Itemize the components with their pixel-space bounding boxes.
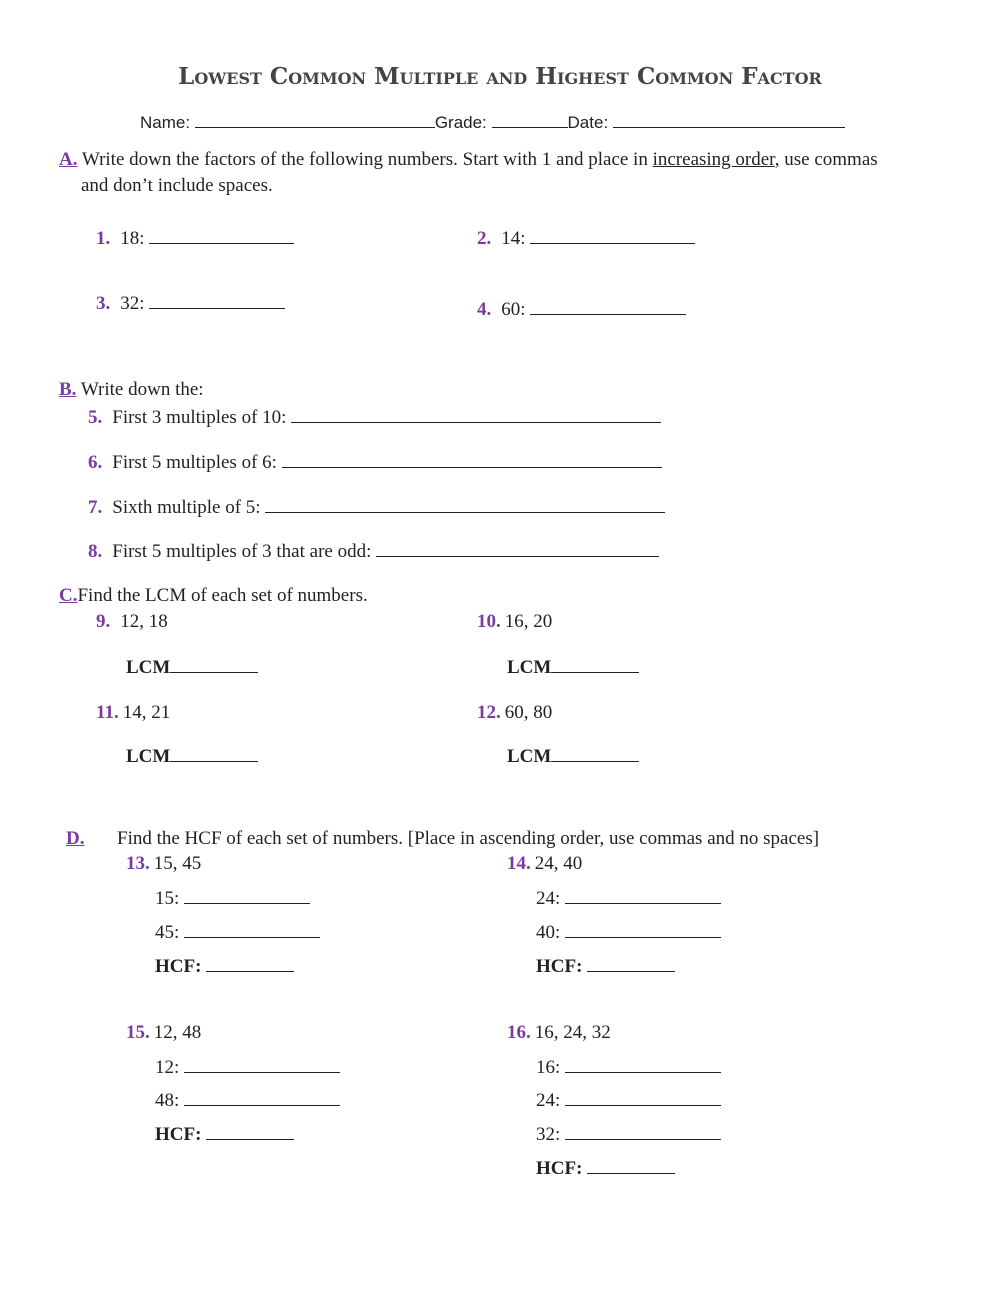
hcf-label: HCF: (155, 956, 202, 977)
grade-label: Grade: (434, 113, 487, 132)
row-label: 24: (536, 1090, 561, 1111)
question-16 (507, 1022, 611, 1044)
section-c-text: Find the LCM of each set of numbers. (77, 585, 368, 606)
hcf-answer-13 (155, 955, 294, 978)
answer-line[interactable] (565, 887, 721, 904)
question-number: 6. (88, 452, 103, 473)
hcf-answer-14 (536, 955, 675, 978)
question-label: First 3 multiples of 10: (112, 407, 287, 428)
row-label: 16: (536, 1057, 561, 1078)
row-label: 45: (155, 922, 180, 943)
lcm-label: LCM (126, 746, 171, 767)
question-3 (96, 292, 285, 315)
question-number: 12. (477, 702, 501, 723)
question-number: 16. (507, 1022, 531, 1043)
answer-line[interactable] (184, 921, 320, 938)
answer-line[interactable] (565, 1089, 721, 1106)
question-number: 13. (126, 853, 150, 874)
question-1 (96, 227, 294, 250)
question-label: First 5 multiples of 6: (112, 452, 277, 473)
question-number: 3. (96, 293, 111, 314)
answer-line[interactable] (530, 227, 695, 244)
row-label: 12: (155, 1057, 180, 1078)
question-10 (477, 611, 552, 633)
question-5 (88, 406, 661, 429)
question-2 (477, 227, 695, 250)
answer-line[interactable] (587, 955, 675, 972)
date-field[interactable] (613, 111, 845, 128)
row-label: 15: (155, 888, 180, 909)
question-number: 14. (507, 853, 531, 874)
answer-line[interactable] (170, 656, 258, 673)
question-number: 4. (477, 299, 492, 320)
answer-line[interactable] (184, 1056, 340, 1073)
factor-row (536, 1089, 721, 1112)
question-label: 60: (501, 299, 526, 320)
question-number: 8. (88, 541, 103, 562)
page-title: Lowest Common Multiple and Highest Common Factor (178, 63, 822, 90)
factor-row (536, 1056, 721, 1079)
question-label: 18: (120, 228, 145, 249)
question-label: 32: (120, 293, 145, 314)
section-b-instruction (59, 379, 204, 401)
factor-row (536, 921, 721, 944)
question-6 (88, 451, 662, 474)
hcf-answer-15 (155, 1123, 294, 1146)
section-a-instruction (59, 149, 878, 171)
question-number: 7. (88, 497, 103, 518)
question-number: 2. (477, 228, 492, 249)
lcm-answer-9 (126, 656, 258, 679)
section-b-text: Write down the: (80, 379, 204, 400)
lcm-answer-10 (507, 656, 639, 679)
section-a-letter: A. (59, 149, 78, 170)
question-4 (477, 298, 686, 321)
answer-line[interactable] (291, 406, 661, 423)
section-a-text-1: Write down the factors of the following numbers. Start with 1 and place in (81, 149, 648, 170)
answer-line[interactable] (149, 227, 294, 244)
factor-row (155, 1056, 340, 1079)
row-label: 40: (536, 922, 561, 943)
question-numbers: 16, 20 (504, 611, 553, 632)
answer-line[interactable] (587, 1157, 675, 1174)
answer-line[interactable] (149, 292, 285, 309)
question-numbers: 12, 48 (153, 1022, 202, 1043)
answer-line[interactable] (565, 1056, 721, 1073)
answer-line[interactable] (206, 955, 294, 972)
question-14 (507, 853, 582, 875)
section-b-letter: B. (59, 379, 77, 400)
question-12 (477, 702, 552, 724)
lcm-label: LCM (507, 746, 552, 767)
lcm-answer-11 (126, 745, 258, 768)
question-13 (126, 853, 201, 875)
lcm-label: LCM (126, 657, 171, 678)
factor-row (155, 1089, 340, 1112)
question-number: 10. (477, 611, 501, 632)
grade-field[interactable] (492, 111, 568, 128)
hcf-label: HCF: (536, 1158, 583, 1179)
question-label: First 5 multiples of 3 that are odd: (112, 541, 372, 562)
answer-line[interactable] (551, 745, 639, 762)
section-a-instruction-line2: and don’t include spaces. (81, 175, 273, 196)
answer-line[interactable] (184, 1089, 340, 1106)
row-label: 48: (155, 1090, 180, 1111)
answer-line[interactable] (530, 298, 686, 315)
answer-line[interactable] (184, 887, 310, 904)
hcf-label: HCF: (536, 956, 583, 977)
question-numbers: 14, 21 (122, 702, 171, 723)
row-label: 32: (536, 1124, 561, 1145)
question-15 (126, 1022, 201, 1044)
hcf-label: HCF: (155, 1124, 202, 1145)
question-number: 11. (96, 702, 119, 723)
lcm-answer-12 (507, 745, 639, 768)
section-a-text-2: , use commas (774, 149, 878, 170)
section-d-letter: D. (66, 828, 85, 849)
question-numbers: 60, 80 (504, 702, 553, 723)
section-a-underlined: increasing order (652, 149, 775, 170)
answer-line[interactable] (565, 1123, 721, 1140)
lcm-label: LCM (507, 657, 552, 678)
question-11 (96, 702, 170, 724)
question-numbers: 12, 18 (120, 611, 168, 632)
name-label: Name: (140, 113, 191, 132)
question-label: 14: (501, 228, 526, 249)
factor-row (155, 887, 310, 910)
answer-line[interactable] (376, 540, 659, 557)
answer-line[interactable] (206, 1123, 294, 1140)
answer-line[interactable] (551, 656, 639, 673)
date-label: Date: (567, 113, 609, 132)
answer-line[interactable] (265, 496, 665, 513)
question-number: 15. (126, 1022, 150, 1043)
header-fields (140, 111, 845, 133)
name-field[interactable] (195, 111, 435, 128)
row-label: 24: (536, 888, 561, 909)
question-number: 5. (88, 407, 103, 428)
hcf-answer-16 (536, 1157, 675, 1180)
answer-line[interactable] (170, 745, 258, 762)
question-numbers: 15, 45 (153, 853, 202, 874)
factor-row (536, 1123, 721, 1146)
question-number: 9. (96, 611, 111, 632)
question-label: Sixth multiple of 5: (112, 497, 261, 518)
answer-line[interactable] (282, 451, 662, 468)
section-c-letter: C. (59, 585, 78, 606)
factor-row (155, 921, 320, 944)
question-numbers: 16, 24, 32 (534, 1022, 611, 1043)
question-number: 1. (96, 228, 111, 249)
section-d-text: Find the HCF of each set of numbers. [Place in ascending order, use commas and no spaces] (117, 828, 820, 849)
factor-row (536, 887, 721, 910)
answer-line[interactable] (565, 921, 721, 938)
question-numbers: 24, 40 (534, 853, 583, 874)
section-c-instruction (59, 585, 368, 607)
question-7 (88, 496, 665, 519)
question-9 (96, 611, 168, 633)
question-8 (88, 540, 659, 563)
